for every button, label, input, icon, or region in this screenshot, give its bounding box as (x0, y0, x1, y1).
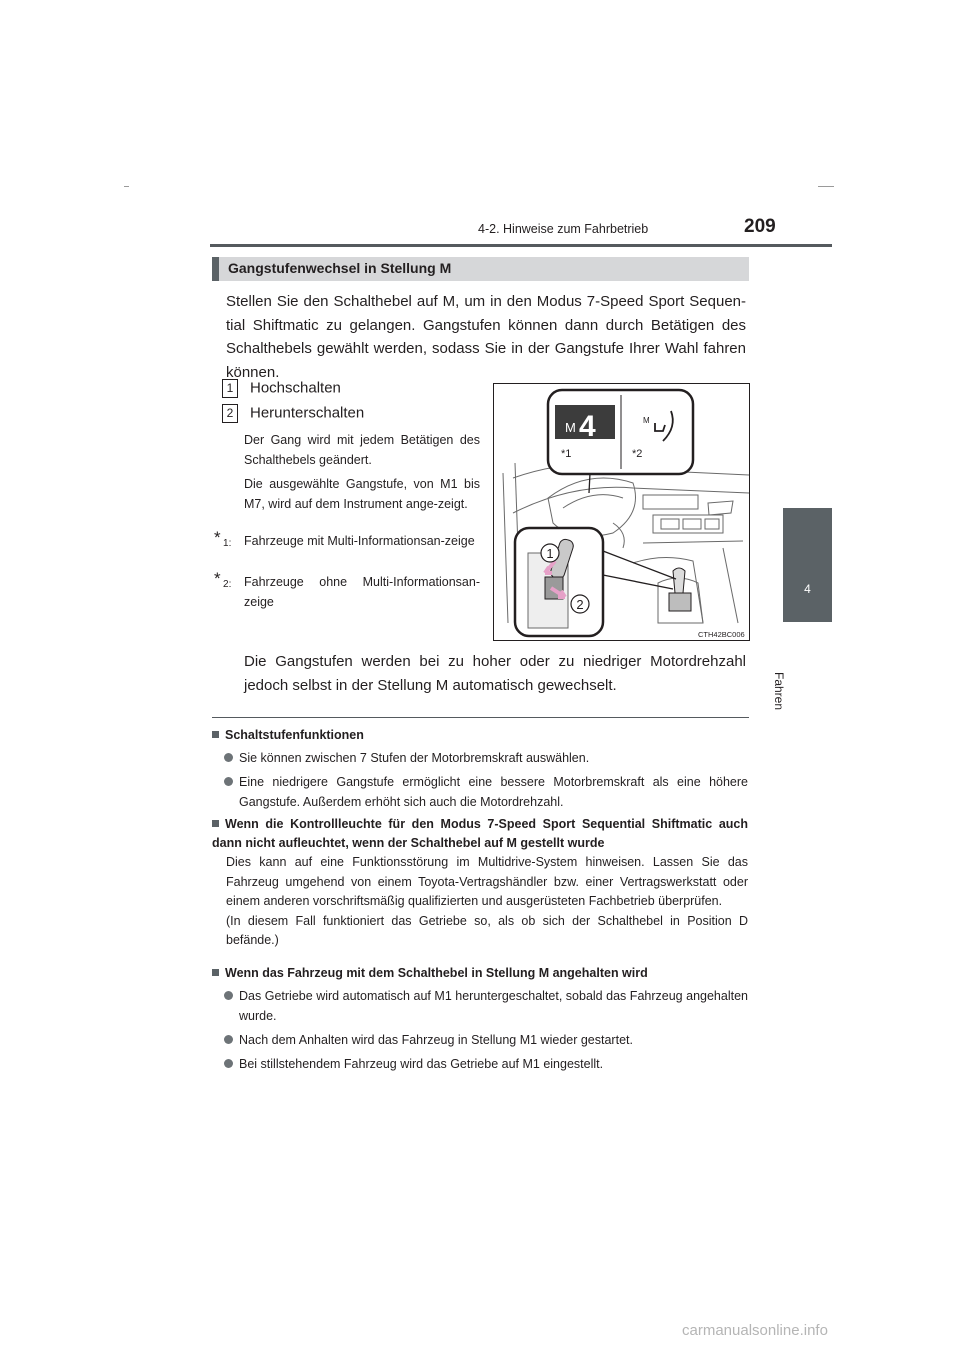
footnote-1 (214, 528, 484, 571)
intro-paragraph: Stellen Sie den Schalthebel auf M, um in den Modus 7-Speed Sport Sequen-tial Shiftmatic zu gelangen. Gangstufen können dann durch Betätigen des Schalthebels gewählt werden, sodass Sie in der Gangstufe Ihrer Wahl fahren können. (226, 293, 746, 381)
chapter-number: 4 (804, 582, 811, 596)
circle-bullet-icon (224, 753, 233, 762)
note-3-bullet-3: Bei stillstehendem Fahrzeug wird das Getriebe auf M1 eingestellt. (224, 1054, 748, 1074)
illustration-code: CTH42BC006 (698, 630, 745, 639)
footnote-text: Fahrzeuge ohne Multi-Informationsan-zeige (244, 575, 480, 609)
footnote-index: 2: (223, 579, 232, 590)
callout-1-text: 1 (546, 546, 554, 561)
item-label: Hochschalten (250, 379, 341, 397)
note-1-bullet-1: Sie können zwischen 7 Stufen der Motorbremskraft auswählen. (224, 748, 748, 768)
note-2-body (226, 853, 748, 951)
section-heading-text: Gangstufenwechsel in Stellung M (228, 260, 452, 276)
square-bullet-icon (212, 969, 219, 976)
watermark: carmanualsonline.info (682, 1322, 828, 1339)
item-number: 1 (222, 379, 238, 398)
crop-mark-left (124, 186, 129, 187)
circle-bullet-icon (224, 1035, 233, 1044)
chapter-tab (783, 508, 832, 622)
item-downshift (222, 404, 364, 423)
heading-bar (212, 257, 219, 281)
square-bullet-icon (212, 731, 219, 738)
header-rule (210, 244, 832, 247)
callout-2-text: 2 (576, 597, 584, 612)
note-3-bullet-1: Das Getriebe wird automatisch auf M1 heruntergeschaltet, sobald das Fahrzeug angehalten wurde. (224, 986, 748, 1026)
note-2-body-2: (In diesem Fall funktioniert das Getriebe so, als ob sich der Schalthebel in Position D befände.) (226, 913, 748, 947)
running-header-section: 4-2. Hinweise zum Fahrbetrieb (478, 222, 649, 236)
note-3-title: Wenn das Fahrzeug mit dem Schalthebel in Stellung M angehalten wird (212, 966, 648, 980)
note-1-title: Schaltstufenfunktionen (212, 728, 364, 742)
display-gear-text: 4 (579, 410, 596, 443)
footnote-index: 1: (223, 538, 232, 549)
footnote-text: Fahrzeuge mit Multi-Informationsan-zeige (244, 534, 475, 548)
note-3-bullet-2: Nach dem Anhalten wird das Fahrzeug in Stellung M1 wieder gestartet. (224, 1030, 748, 1050)
note-2-body-1: Dies kann auf eine Funktionsstörung im Multidrive-System hinweisen. Lassen Sie das Fahrzeug umgehend von einem Toyota-Vertragshändler bzw. einer Vertragswerkstatt oder einem anderen vorschriftsmäßig qualifizierten und ausgerüsteten Fachbetrieb überprüfen. (226, 855, 748, 908)
notes-divider (212, 717, 749, 718)
display-m-text: M (565, 420, 576, 435)
item-label: Herunterschalten (250, 404, 365, 422)
small-m-text: M (643, 416, 650, 425)
item-number: 2 (222, 404, 238, 423)
section-heading (212, 257, 749, 281)
footnote-star: * (214, 528, 221, 547)
page-number: 209 (744, 216, 776, 237)
note-1-bullet-2: Eine niedrigere Gangstufe ermöglicht eine bessere Motorbremskraft als eine höhere Gangstufe. Außerdem erhöht sich auch die Motordrehzahl. (224, 772, 748, 812)
circle-bullet-icon (224, 777, 233, 786)
circle-bullet-icon (224, 1059, 233, 1068)
footnote-2 (214, 569, 484, 612)
square-bullet-icon (212, 820, 219, 827)
shift-note: Der Gang wird mit jedem Betätigen des Schalthebels geändert. (244, 433, 480, 467)
note-2-title: Wenn die Kontrollleuchte für den Modus 7-Speed Sport Sequential Shiftmatic auch dann nicht aufleuchtet, wenn der Schalthebel auf M gestellt wurde (212, 817, 748, 850)
circle-bullet-icon (224, 991, 233, 1000)
star-2-label: *2 (632, 448, 643, 460)
star-1-label: *1 (561, 448, 572, 460)
display-note: Die ausgewählte Gangstufe, von M1 bis M7, wird auf dem Instrument ange-zeigt. (244, 477, 480, 511)
closing-paragraph: Die Gangstufen werden bei zu hoher oder zu niedriger Motordrehzahl jedoch selbst in der Stellung M automatisch gewechselt. (244, 653, 746, 694)
chapter-label: Fahren (772, 672, 786, 711)
item-upshift (222, 379, 341, 398)
crop-mark-right (818, 186, 834, 187)
footnote-star: * (214, 569, 221, 588)
shift-lever-illustration (493, 383, 750, 641)
chapter-label-box (772, 626, 810, 711)
